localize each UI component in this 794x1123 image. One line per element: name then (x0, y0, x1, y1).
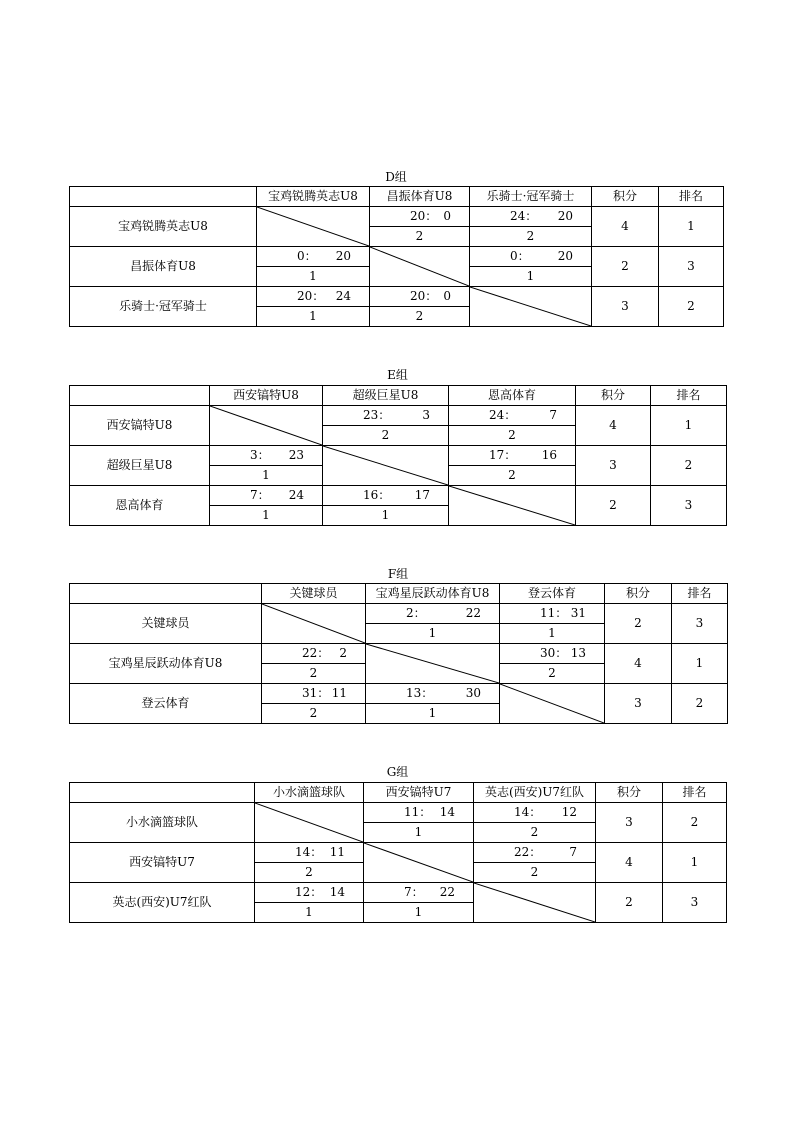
score-away: 0 (443, 289, 451, 303)
match-points: 2 (255, 863, 364, 883)
match-points: 2 (474, 823, 596, 843)
score-home: 20： (410, 289, 438, 303)
match-score (364, 884, 473, 901)
column-header: 积分 (576, 386, 651, 406)
group-title: F组 (387, 567, 409, 581)
team-name: 恩高体育 (70, 486, 210, 526)
score-away: 11 (329, 845, 345, 859)
rank: 2 (672, 684, 728, 724)
team-name: 超级巨星U8 (70, 446, 210, 486)
team-name: 西安镐特U8 (70, 406, 210, 446)
header-corner (70, 584, 262, 604)
score-away: 14 (329, 885, 345, 899)
self-match-cell (255, 803, 364, 843)
match-points: 1 (210, 466, 323, 486)
match-score (210, 487, 322, 504)
rank: 2 (651, 446, 727, 486)
score-away: 3 (422, 408, 430, 422)
rank: 1 (659, 207, 724, 247)
standings-table (69, 385, 727, 526)
match-score (449, 447, 575, 464)
match-score-cell (449, 446, 576, 466)
score-home: 11： (404, 805, 432, 819)
score-away: 2 (339, 646, 347, 660)
team-name: 宝鸡锐腾英志U8 (70, 207, 257, 247)
rank: 1 (672, 644, 728, 684)
team-row (70, 207, 724, 227)
match-points: 1 (500, 624, 605, 644)
match-score (364, 804, 473, 821)
match-score-cell (370, 207, 470, 227)
total-points: 2 (576, 486, 651, 526)
self-match-cell (449, 486, 576, 526)
team-name: 登云体育 (70, 684, 262, 724)
total-points: 2 (605, 604, 672, 644)
team-name: 关键球员 (70, 604, 262, 644)
match-points: 2 (262, 664, 366, 684)
match-score (262, 685, 365, 702)
total-points: 3 (592, 287, 659, 327)
match-points: 1 (366, 624, 500, 644)
score-away: 20 (335, 249, 351, 263)
team-row (70, 644, 728, 664)
score-away: 20 (557, 249, 573, 263)
match-points: 2 (262, 704, 366, 724)
score-away: 24 (335, 289, 351, 303)
match-points: 1 (366, 704, 500, 724)
match-score-cell (474, 803, 596, 823)
match-points: 1 (323, 506, 449, 526)
self-match-cell (210, 406, 323, 446)
column-header: 关键球员 (262, 584, 366, 604)
diagonal-line (262, 604, 365, 643)
column-header: 小水滴篮球队 (255, 783, 364, 803)
match-points: 2 (449, 466, 576, 486)
match-score (323, 487, 448, 504)
team-row (70, 883, 727, 903)
match-score-cell (500, 604, 605, 624)
score-away: 20 (557, 209, 573, 223)
score-away: 11 (331, 686, 347, 700)
match-score-cell (210, 486, 323, 506)
team-row (70, 406, 727, 426)
score-home: 12： (295, 885, 323, 899)
standings-table (69, 186, 724, 327)
total-points: 4 (596, 843, 663, 883)
column-header: 排名 (663, 783, 727, 803)
self-match-cell (364, 843, 474, 883)
match-score (366, 605, 499, 622)
column-header: 积分 (596, 783, 663, 803)
score-home: 11： (540, 606, 568, 620)
match-score (474, 844, 595, 861)
match-score (500, 605, 604, 622)
header-row (70, 187, 724, 207)
match-score-cell (262, 644, 366, 664)
match-score-cell (255, 843, 364, 863)
score-home: 0： (297, 249, 317, 263)
group-title: E组 (387, 368, 408, 382)
score-away: 17 (414, 488, 430, 502)
header-row (70, 584, 728, 604)
match-points: 1 (470, 267, 592, 287)
column-header: 西安镐特U7 (364, 783, 474, 803)
rank: 3 (659, 247, 724, 287)
total-points: 4 (605, 644, 672, 684)
group-title: D组 (385, 170, 407, 184)
team-row (70, 287, 724, 307)
match-score-cell (323, 406, 449, 426)
self-match-cell (366, 644, 500, 684)
match-score-cell (255, 883, 364, 903)
rank: 1 (663, 843, 727, 883)
match-score (449, 407, 575, 424)
match-points: 1 (364, 823, 474, 843)
match-score-cell (257, 247, 370, 267)
score-home: 7： (250, 488, 270, 502)
self-match-cell (500, 684, 605, 724)
team-name: 小水滴篮球队 (70, 803, 255, 843)
diagonal-line (366, 644, 499, 683)
match-points: 2 (470, 227, 592, 247)
match-points: 2 (370, 307, 470, 327)
team-row (70, 486, 727, 506)
match-score-cell (366, 684, 500, 704)
match-score-cell (370, 287, 470, 307)
score-home: 14： (295, 845, 323, 859)
match-score-cell (366, 604, 500, 624)
match-score-cell (210, 446, 323, 466)
match-score-cell (364, 803, 474, 823)
score-away: 30 (465, 686, 481, 700)
match-score (470, 248, 591, 265)
match-score (323, 407, 448, 424)
match-score-cell (470, 247, 592, 267)
match-score (366, 685, 499, 702)
score-home: 30： (540, 646, 568, 660)
total-points: 3 (576, 446, 651, 486)
score-home: 2： (406, 606, 426, 620)
team-row (70, 803, 727, 823)
score-away: 24 (288, 488, 304, 502)
total-points: 3 (605, 684, 672, 724)
score-home: 16： (363, 488, 391, 502)
score-home: 24： (489, 408, 517, 422)
match-points: 1 (255, 903, 364, 923)
team-name: 宝鸡星辰跃动体育U8 (70, 644, 262, 684)
self-match-cell (370, 247, 470, 287)
score-away: 12 (561, 805, 577, 819)
match-points: 2 (370, 227, 470, 247)
score-away: 22 (439, 885, 455, 899)
score-away: 7 (549, 408, 557, 422)
match-points: 1 (210, 506, 323, 526)
diagonal-line (470, 287, 591, 326)
self-match-cell (474, 883, 596, 923)
diagonal-line (364, 843, 473, 882)
score-away: 0 (443, 209, 451, 223)
column-header: 排名 (659, 187, 724, 207)
diagonal-line (449, 486, 575, 525)
match-score (470, 208, 591, 225)
match-score-cell (500, 644, 605, 664)
score-home: 7： (404, 885, 424, 899)
column-header: 昌振体育U8 (370, 187, 470, 207)
rank: 2 (659, 287, 724, 327)
team-name: 西安镐特U7 (70, 843, 255, 883)
score-home: 24： (510, 209, 538, 223)
group-title: G组 (386, 765, 409, 779)
score-away: 16 (541, 448, 557, 462)
match-score (255, 884, 363, 901)
match-score (500, 645, 604, 662)
diagonal-line (370, 247, 469, 286)
match-points: 2 (474, 863, 596, 883)
column-header: 西安镐特U8 (210, 386, 323, 406)
header-row (70, 783, 727, 803)
rank: 3 (663, 883, 727, 923)
score-away: 23 (288, 448, 304, 462)
match-score-cell (257, 287, 370, 307)
score-home: 20： (297, 289, 325, 303)
match-score (257, 248, 369, 265)
standings-table (69, 782, 727, 923)
diagonal-line (500, 684, 604, 723)
match-points: 2 (323, 426, 449, 446)
total-points: 4 (592, 207, 659, 247)
diagonal-line (210, 406, 322, 445)
header-corner (70, 187, 257, 207)
column-header: 宝鸡锐腾英志U8 (257, 187, 370, 207)
column-header: 排名 (672, 584, 728, 604)
column-header: 英志(西安)U7红队 (474, 783, 596, 803)
score-away: 14 (439, 805, 455, 819)
match-score-cell (364, 883, 474, 903)
total-points: 2 (592, 247, 659, 287)
score-home: 31： (302, 686, 330, 700)
match-points: 1 (364, 903, 474, 923)
self-match-cell (262, 604, 366, 644)
header-corner (70, 783, 255, 803)
match-score (370, 288, 469, 305)
team-row (70, 843, 727, 863)
score-home: 14： (514, 805, 542, 819)
team-row (70, 604, 728, 624)
score-away: 7 (569, 845, 577, 859)
score-home: 13： (406, 686, 434, 700)
total-points: 2 (596, 883, 663, 923)
diagonal-line (255, 803, 363, 842)
team-name: 乐骑士·冠军骑士 (70, 287, 257, 327)
match-score (370, 208, 469, 225)
rank: 2 (663, 803, 727, 843)
column-header: 积分 (605, 584, 672, 604)
match-points: 1 (257, 307, 370, 327)
rank: 3 (651, 486, 727, 526)
column-header: 宝鸡星辰跃动体育U8 (366, 584, 500, 604)
team-row (70, 684, 728, 704)
team-row (70, 247, 724, 267)
match-points: 2 (500, 664, 605, 684)
column-header: 积分 (592, 187, 659, 207)
score-away: 13 (570, 646, 586, 660)
score-home: 20： (410, 209, 438, 223)
column-header: 乐骑士·冠军骑士 (470, 187, 592, 207)
match-score (257, 288, 369, 305)
match-score (210, 447, 322, 464)
self-match-cell (470, 287, 592, 327)
team-name: 英志(西安)U7红队 (70, 883, 255, 923)
score-home: 22： (302, 646, 330, 660)
match-score-cell (262, 684, 366, 704)
standings-table (69, 583, 728, 724)
match-score (474, 804, 595, 821)
match-score-cell (323, 486, 449, 506)
diagonal-line (323, 446, 448, 485)
match-score-cell (449, 406, 576, 426)
match-score (262, 645, 365, 662)
match-score-cell (474, 843, 596, 863)
column-header: 超级巨星U8 (323, 386, 449, 406)
score-home: 17： (489, 448, 517, 462)
column-header: 恩高体育 (449, 386, 576, 406)
team-name: 昌振体育U8 (70, 247, 257, 287)
score-home: 0： (510, 249, 530, 263)
rank: 1 (651, 406, 727, 446)
total-points: 4 (576, 406, 651, 446)
match-score-cell (470, 207, 592, 227)
score-home: 3： (250, 448, 270, 462)
column-header: 登云体育 (500, 584, 605, 604)
score-home: 23： (363, 408, 391, 422)
team-row (70, 446, 727, 466)
score-away: 22 (465, 606, 481, 620)
score-home: 22： (514, 845, 542, 859)
header-row (70, 386, 727, 406)
score-away: 31 (570, 606, 586, 620)
header-corner (70, 386, 210, 406)
self-match-cell (323, 446, 449, 486)
match-score (255, 844, 363, 861)
match-points: 1 (257, 267, 370, 287)
rank: 3 (672, 604, 728, 644)
column-header: 排名 (651, 386, 727, 406)
diagonal-line (257, 207, 369, 246)
total-points: 3 (596, 803, 663, 843)
match-points: 2 (449, 426, 576, 446)
self-match-cell (257, 207, 370, 247)
diagonal-line (474, 883, 595, 922)
